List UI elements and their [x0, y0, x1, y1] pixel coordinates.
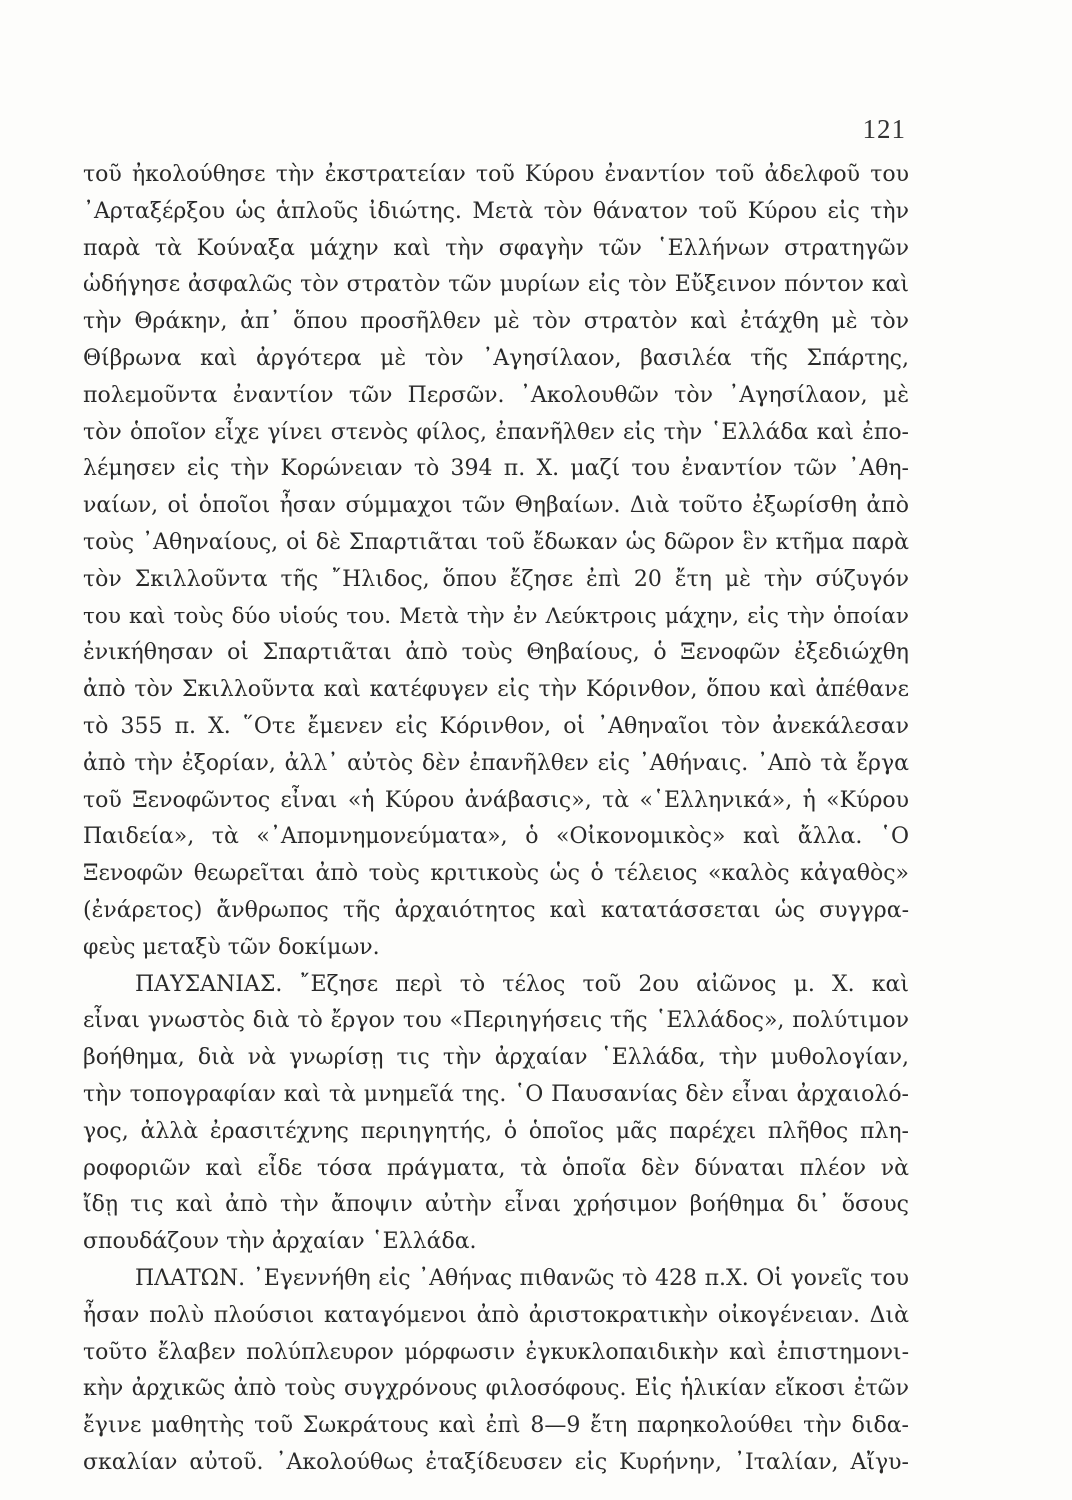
text-line: γος, ἀλλὰ ἐρασιτέχνης περιηγητής, ὁ ὁποῖος μᾶς παρέχει πλῆθος πλη- — [83, 1118, 909, 1144]
text-line: βοήθημα, διὰ νὰ γνωρίσῃ τις τὴν ἀρχαίαν ῾Ελλάδα, τὴν μυθολογίαν, — [83, 1045, 909, 1071]
text-line: ροφοριῶν καὶ εἶδε τόσα πράγματα, τὰ ὁποῖα δὲν δύναται πλέον νὰ — [83, 1155, 909, 1181]
text-line: ἐνικήθησαν οἱ Σπαρτιᾶται ἀπὸ τοὺς Θηβαίους, ὁ Ξενοφῶν ἐξεδιώχθη — [83, 640, 909, 666]
text-line: σκαλίαν αὐτοῦ. ᾿Ακολούθως ἐταξίδευσεν εἰς Κυρήνην, ᾿Ιταλίαν, Αἴγυ- — [83, 1449, 909, 1475]
text-line: ἴδῃ τις καὶ ἀπὸ τὴν ἄποψιν αὐτὴν εἶναι χρήσιμον βοήθημα δι᾿ ὅσους — [83, 1192, 909, 1218]
text-line: τὸν Σκιλλοῦντα τῆς ῎Ηλιδος, ὅπου ἔζησε ἐπὶ 20 ἔτη μὲ τὴν σύζυγόν — [83, 566, 909, 592]
text-line: ἀπὸ τὸν Σκιλλοῦντα καὶ κατέφυγεν εἰς τὴν Κόρινθον, ὅπου καὶ ἀπέθανε — [83, 677, 909, 703]
text-line: του καὶ τοὺς δύο υἱούς του. Μετὰ τὴν ἐν Λεύκτροις μάχην, εἰς τὴν ὁποίαν — [83, 603, 909, 629]
text-line: εἶναι γνωστὸς διὰ τὸ ἔργον του «Περιηγήσεις τῆς ῾Ελλάδος», πολύτιμον — [83, 1008, 909, 1034]
text-line: ναίων, οἱ ὁποῖοι ἦσαν σύμμαχοι τῶν Θηβαίων. Διὰ τοῦτο ἐξωρίσθη ἀπὸ — [83, 493, 909, 519]
page-number: 121 — [862, 114, 906, 144]
text-line: τοῦ ἠκολούθησε τὴν ἐκστρατείαν τοῦ Κύρου ἐναντίον τοῦ ἀδελφοῦ του — [83, 162, 909, 187]
text-body — [83, 157, 909, 1482]
text-line: ἔγινε μαθητὴς τοῦ Σωκράτους καὶ ἐπὶ 8—9 ἔτη παρηκολούθει τὴν διδα- — [83, 1413, 909, 1439]
text-line: τοῦ Ξενοφῶντος εἶναι «ἡ Κύρου ἀνάβασις», τὰ «῾Ελληνικά», ἡ «Κύρου — [83, 787, 909, 813]
text-line: Ξενοφῶν θεωρεῖται ἀπὸ τοὺς κριτικοὺς ὡς ὁ τέλειος «καλὸς κἀγαθὸς» — [83, 861, 909, 887]
text-line: ἦσαν πολὺ πλούσιοι καταγόμενοι ἀπὸ ἀριστοκρατικὴν οἰκογένειαν. Διὰ — [83, 1302, 909, 1328]
paragraph-pausanias — [83, 967, 909, 1261]
text-line: τὸν ὁποῖον εἶχε γίνει στενὸς φίλος, ἐπανῆλθεν εἰς τὴν ῾Ελλάδα καὶ ἐπο- — [83, 419, 909, 445]
text-line: τοῦτο ἔλαβεν πολύπλευρον μόρφωσιν ἐγκυκλοπαιδικὴν καὶ ἐπιστημονι- — [83, 1339, 909, 1365]
text-line: φεὺς μεταξὺ τῶν δοκίμων. — [83, 934, 380, 960]
text-line: σπουδάζουν τὴν ἀρχαίαν ῾Ελλάδα. — [83, 1229, 477, 1255]
text-line: τὸ 355 π. Χ. ῞Οτε ἔμενεν εἰς Κόρινθον, οἱ ᾿Αθηναῖοι τὸν ἀνεκάλεσαν — [83, 713, 909, 739]
paragraph-plato — [83, 1261, 909, 1482]
text-line: ᾿Αρταξέρξου ὡς ἁπλοῦς ἰδιώτης. Μετὰ τὸν θάνατον τοῦ Κύρου εἰς τὴν — [83, 198, 909, 224]
text-line: ἀπὸ τὴν ἐξορίαν, ἀλλ᾿ αὐτὸς δὲν ἐπανῆλθεν εἰς ᾿Αθήναις. ᾿Απὸ τὰ ἔργα — [83, 750, 909, 776]
text-line: τοὺς ᾿Αθηναίους, οἱ δὲ Σπαρτιᾶται τοῦ ἔδωκαν ὡς δῶρον ἓν κτῆμα παρὰ — [83, 529, 909, 555]
text-line: τὴν τοπογραφίαν καὶ τὰ μνημεῖά της. ῾Ο Παυσανίας δὲν εἶναι ἀρχαιολό- — [83, 1081, 909, 1107]
text-line: λέμησεν εἰς τὴν Κορώνειαν τὸ 394 π. Χ. μαζί του ἐναντίον τῶν ᾿Αθη- — [83, 456, 909, 482]
text-line: ΠΛΑΤΩΝ. ᾿Εγεννήθη εἰς ᾿Αθήνας πιθανῶς τὸ 428 π.Χ. Οἱ γονεῖς του — [135, 1265, 909, 1291]
text-line: Θίβρωνα καὶ ἀργότερα μὲ τὸν ᾿Αγησίλαον, βασιλέα τῆς Σπάρτης, — [83, 345, 909, 371]
text-line: Παιδεία», τὰ «᾿Απομνημονεύματα», ὁ «Οἰκονομικὸς» καὶ ἄλλα. ῾Ο — [83, 824, 909, 850]
text-line: ὡδήγησε ἀσφαλῶς τὸν στρατὸν τῶν μυρίων εἰς τὸν Εὔξεινον πόντον καὶ — [83, 272, 909, 298]
text-line: τὴν Θράκην, ἀπ᾿ ὅπου προσῆλθεν μὲ τὸν στρατὸν καὶ ἐτάχθη μὲ τὸν — [83, 309, 909, 335]
paragraph-xenophon — [83, 157, 909, 967]
text-line: (ἐνάρετος) ἄνθρωπος τῆς ἀρχαιότητος καὶ κατατάσσεται ὡς συγγρα- — [83, 897, 909, 923]
text-line: κὴν ἀρχικῶς ἀπὸ τοὺς συγχρόνους φιλοσόφους. Εἰς ἡλικίαν εἴκοσι ἐτῶν — [83, 1376, 909, 1402]
text-line: παρὰ τὰ Κούναξα μάχην καὶ τὴν σφαγὴν τῶν ῾Ελλήνων στρατηγῶν — [83, 235, 909, 261]
text-line: πολεμοῦντα ἐναντίον τῶν Περσῶν. ᾿Ακολουθῶν τὸν ᾿Αγησίλαον, μὲ — [83, 382, 909, 408]
text-line: ΠΑΥΣΑΝΙΑΣ. ῎Εζησε περὶ τὸ τέλος τοῦ 2ου αἰῶνος μ. Χ. καὶ — [135, 971, 909, 997]
